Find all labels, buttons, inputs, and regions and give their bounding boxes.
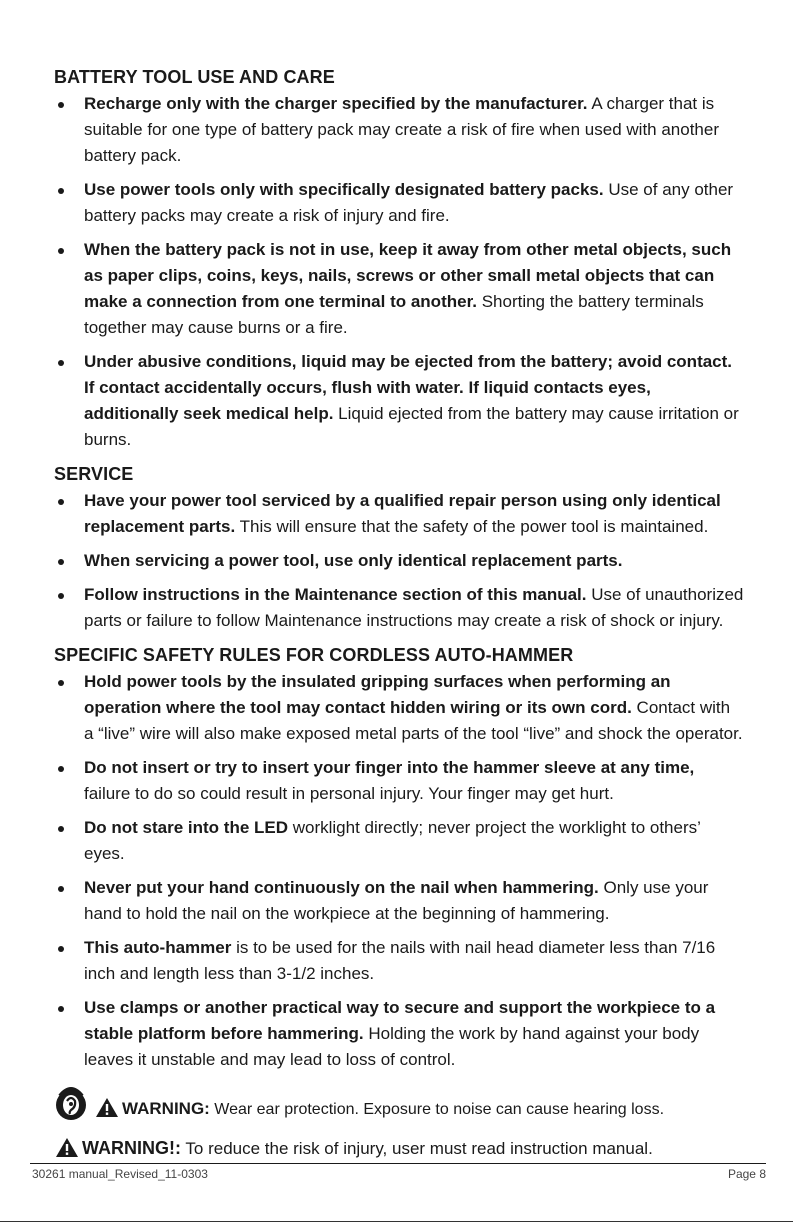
warning-message: To reduce the risk of injury, user must read instruction manual.	[180, 1139, 653, 1158]
document-id: 30261 manual_Revised_11-0303	[32, 1167, 208, 1181]
warning-triangle-icon	[56, 1138, 78, 1157]
list-item	[54, 237, 744, 341]
warning-label: WARNING:	[122, 1099, 210, 1118]
rule-emphasis: Do not stare into the LED	[84, 818, 288, 837]
bullet-list	[54, 91, 744, 453]
rule-emphasis: When servicing a power tool, use only identical replacement parts.	[84, 551, 623, 570]
rule-emphasis: Use power tools only with specifically designated battery packs.	[84, 180, 604, 199]
bullet-icon	[58, 248, 64, 254]
warning-message: Wear ear protection. Exposure to noise can cause hearing loss.	[209, 1101, 665, 1118]
rule-text: This will ensure that the safety of the power tool is maintained.	[235, 517, 709, 536]
page-content	[54, 64, 744, 1081]
rule-emphasis: This auto-hammer	[84, 938, 232, 957]
page-bottom-edge	[0, 1221, 793, 1222]
rule-emphasis: Have your power tool serviced by a qualified repair person using only identical replacement parts.	[84, 491, 721, 536]
warning-label: WARNING!:	[82, 1138, 181, 1158]
bullet-icon	[58, 499, 64, 505]
bullet-list	[54, 669, 744, 1073]
rule-text: Use of any other battery packs may create a risk of injury and fire.	[84, 180, 734, 225]
list-item	[54, 177, 744, 229]
rule-text: failure to do so could result in personal injury. Your finger may get hurt.	[84, 784, 614, 803]
list-item	[54, 349, 744, 453]
list-item	[54, 488, 744, 540]
section-heading: SERVICE	[54, 464, 134, 484]
bullet-icon	[58, 102, 64, 108]
bullet-icon	[58, 826, 64, 832]
list-item	[54, 582, 744, 634]
bullet-icon	[58, 559, 64, 565]
section-heading: SPECIFIC SAFETY RULES FOR CORDLESS AUTO-HAMMER	[54, 645, 574, 665]
warning-triangle-icon	[96, 1098, 118, 1117]
bullet-icon	[58, 766, 64, 772]
rule-emphasis: When the battery pack is not in use, keep it away from other metal objects, such as paper clips, coins, keys, nails, screws or other small metal objects that can make a connection from one terminal to another.	[84, 240, 732, 311]
rule-emphasis: Under abusive conditions, liquid may be ejected from the battery; avoid contact. If contact accidentally occurs, flush with water. If liquid contacts eyes, additionally seek medical help.	[84, 352, 733, 423]
list-item	[54, 669, 744, 747]
list-item	[54, 755, 744, 807]
rule-emphasis: Hold power tools by the insulated gripping surfaces when performing an operation where the tool may contact hidden wiring or its own cord.	[84, 672, 671, 717]
rule-text: Use of unauthorized parts or failure to follow Maintenance instructions may create a risk of shock or injury.	[84, 585, 744, 630]
bullet-icon	[58, 680, 64, 686]
list-item	[54, 935, 744, 987]
bullet-icon	[58, 360, 64, 366]
rule-text: is to be used for the nails with nail head diameter less than 7/16 inch and length less than 3-1/2 inches.	[84, 938, 716, 983]
rule-emphasis: Follow instructions in the Maintenance section of this manual.	[84, 585, 587, 604]
bullet-icon	[58, 886, 64, 892]
list-item	[54, 91, 744, 169]
rule-text: Contact with a “live” wire will also make exposed metal parts of the tool “live” and shock the operator.	[84, 698, 743, 743]
rule-emphasis: Recharge only with the charger specified by the manufacturer.	[84, 94, 588, 113]
rule-text: Holding the work by hand against your body leaves it unstable and may lead to loss of control.	[84, 1024, 700, 1069]
rule-emphasis: Never put your hand continuously on the nail when hammering.	[84, 878, 599, 897]
rule-text: Shorting the battery terminals together may cause burns or a fire.	[84, 292, 704, 337]
bullet-list	[54, 488, 744, 634]
section-heading: BATTERY TOOL USE AND CARE	[54, 67, 335, 87]
ear-warning-text	[96, 1098, 664, 1119]
ear-protection-warning	[54, 1084, 754, 1128]
read-manual-warning	[56, 1138, 653, 1159]
list-item	[54, 995, 744, 1073]
page-number: Page 8	[727, 1167, 766, 1181]
footer-divider	[30, 1163, 766, 1164]
rule-text: worklight directly; never project the worklight to others’ eyes.	[84, 818, 701, 863]
list-item	[54, 815, 744, 867]
bullet-icon	[58, 946, 64, 952]
rule-text: Liquid ejected from the battery may cause irritation or burns.	[84, 404, 739, 449]
rule-emphasis: Use clamps or another practical way to secure and support the workpiece to a stable platform before hammering.	[84, 998, 716, 1043]
list-item	[54, 548, 744, 574]
ear-protection-icon	[54, 1084, 88, 1124]
bullet-icon	[58, 593, 64, 599]
rule-text: A charger that is suitable for one type of battery pack may create a risk of fire when used with another battery pack.	[84, 94, 720, 165]
rule-emphasis: Do not insert or try to insert your finger into the hammer sleeve at any time,	[84, 758, 695, 777]
rule-text: Only use your hand to hold the nail on the workpiece at the beginning of hammering.	[84, 878, 709, 923]
bullet-icon	[58, 188, 64, 194]
list-item	[54, 875, 744, 927]
bullet-icon	[58, 1006, 64, 1012]
